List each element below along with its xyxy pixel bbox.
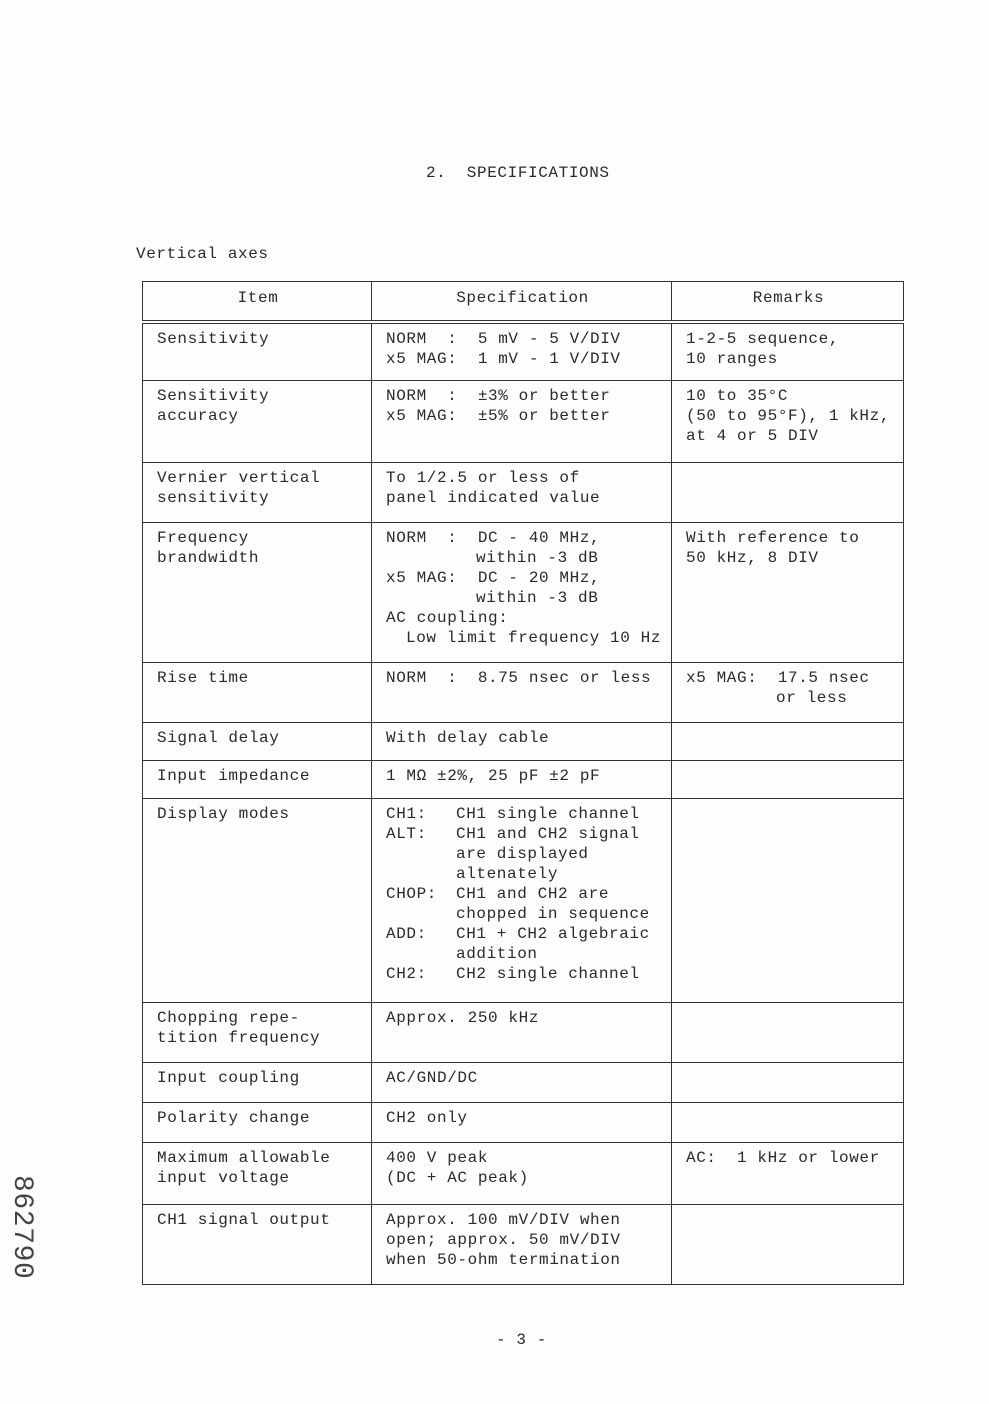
page-number: - 3 -	[496, 1331, 548, 1349]
table-row	[143, 1002, 904, 1062]
table-row	[143, 1204, 904, 1284]
item-text: Frequency	[157, 528, 249, 547]
display-modes-list	[386, 804, 650, 984]
item-cell	[143, 1204, 372, 1284]
spec-text: To 1/2.5 or less of	[386, 468, 580, 487]
remarks-cell	[672, 1142, 904, 1204]
table-row	[143, 722, 904, 760]
mode-text: altenately	[456, 864, 559, 883]
mode-text: are displayed	[456, 844, 589, 863]
table-row	[143, 462, 904, 522]
spec-text: With delay cable	[386, 728, 550, 747]
section-heading: Vertical axes	[136, 245, 269, 263]
table-row	[143, 322, 904, 380]
table-header-row	[143, 282, 904, 323]
item-text: input voltage	[157, 1168, 290, 1187]
spec-text: 400 V peak	[386, 1148, 489, 1167]
specifications-table	[142, 281, 904, 1285]
header-specification: Specification	[372, 282, 672, 323]
table-row	[143, 1102, 904, 1142]
item-text: Maximum allowable	[157, 1148, 331, 1167]
mode-entry	[386, 964, 650, 984]
item-text: Rise time	[157, 668, 249, 687]
spec-text: within -3 dB	[476, 588, 599, 607]
mode-text: CH1 and CH2 are	[456, 884, 610, 903]
mode-text: CH1 + CH2 algebraic	[456, 924, 650, 943]
item-text: Polarity change	[157, 1108, 311, 1127]
spec-text: AC/GND/DC	[386, 1068, 478, 1087]
mode-text: CH2 single channel	[456, 964, 640, 983]
spec-cell	[372, 322, 672, 380]
remarks-text: (50 to 95°F), 1 kHz,	[686, 406, 891, 425]
spec-cell	[372, 662, 672, 722]
item-text: sensitivity	[157, 488, 270, 507]
mode-entry	[386, 924, 650, 964]
remarks-text: 1-2-5 sequence,	[686, 330, 840, 348]
remarks-text: at 4 or 5 DIV	[686, 426, 819, 445]
spec-cell	[372, 522, 672, 662]
mode-key: ADD:	[386, 924, 427, 943]
remarks-text: 10 ranges	[686, 350, 778, 368]
mode-entry	[386, 804, 650, 824]
item-cell	[143, 1002, 372, 1062]
table-row	[143, 798, 904, 1002]
item-cell	[143, 322, 372, 380]
spec-cell	[372, 760, 672, 798]
item-text: Display modes	[157, 804, 290, 823]
mode-key: CH2:	[386, 964, 427, 983]
table-row	[143, 380, 904, 462]
spec-cell	[372, 1002, 672, 1062]
table-row	[143, 760, 904, 798]
item-text: accuracy	[157, 406, 239, 425]
mode-text: CH1 single channel	[456, 804, 640, 823]
remarks-text: AC: 1 kHz or lower	[686, 1148, 880, 1167]
remarks-cell	[672, 380, 904, 462]
item-cell	[143, 798, 372, 1002]
spec-cell	[372, 798, 672, 1002]
item-cell	[143, 462, 372, 522]
item-text: Sensitivity	[157, 386, 270, 405]
spec-cell	[372, 722, 672, 760]
mode-text: CH1 and CH2 signal	[456, 824, 640, 843]
item-cell	[143, 522, 372, 662]
remarks-text: With reference to	[686, 528, 860, 547]
spec-cell	[372, 380, 672, 462]
remarks-cell	[672, 722, 904, 760]
spec-text: Approx. 250 kHz	[386, 1008, 540, 1027]
remarks-text: 50 kHz, 8 DIV	[686, 548, 819, 567]
spec-text: (DC + AC peak)	[386, 1168, 529, 1187]
remarks-text: or less	[776, 688, 848, 707]
remarks-text: 10 to 35°C	[686, 386, 789, 405]
header-item: Item	[143, 282, 372, 323]
spec-cell	[372, 1062, 672, 1102]
item-text: tition frequency	[157, 1028, 321, 1047]
spec-cell	[372, 1102, 672, 1142]
mode-key: ALT:	[386, 824, 427, 843]
item-cell	[143, 380, 372, 462]
item-cell	[143, 1062, 372, 1102]
item-cell	[143, 1142, 372, 1204]
header-remarks: Remarks	[672, 282, 904, 323]
mode-entry	[386, 824, 650, 884]
mode-text: chopped in sequence	[456, 904, 650, 923]
item-cell	[143, 722, 372, 760]
item-text: Signal delay	[157, 728, 280, 747]
spec-text: x5 MAG: ±5% or better	[386, 406, 611, 425]
item-text: Sensitivity	[157, 330, 270, 348]
side-document-number: 862790	[6, 1175, 37, 1280]
remarks-cell	[672, 798, 904, 1002]
spec-text: CH2 only	[386, 1108, 468, 1127]
spec-text: NORM : 8.75 nsec or less	[386, 668, 652, 687]
remarks-cell	[672, 1002, 904, 1062]
spec-text: when 50-ohm termination	[386, 1250, 621, 1269]
table-row	[143, 522, 904, 662]
mode-key: CH1:	[386, 804, 427, 823]
remarks-text: x5 MAG: 17.5 nsec	[686, 668, 870, 687]
remarks-cell	[672, 662, 904, 722]
spec-text: Approx. 100 mV/DIV when	[386, 1210, 621, 1229]
spec-cell	[372, 462, 672, 522]
spec-text: NORM : ±3% or better	[386, 386, 611, 405]
remarks-cell	[672, 322, 904, 380]
spec-text: NORM : 5 mV - 5 V/DIV	[386, 330, 621, 348]
spec-text: x5 MAG: 1 mV - 1 V/DIV	[386, 350, 621, 368]
spec-text: within -3 dB	[476, 548, 599, 567]
item-text: Input coupling	[157, 1068, 300, 1087]
mode-key: CHOP:	[386, 884, 438, 903]
item-text: Chopping repe-	[157, 1008, 300, 1027]
remarks-cell	[672, 1062, 904, 1102]
remarks-cell	[672, 1102, 904, 1142]
item-cell	[143, 760, 372, 798]
mode-entry	[386, 884, 650, 924]
remarks-cell	[672, 1204, 904, 1284]
spec-text: 1 MΩ ±2%, 25 pF ±2 pF	[386, 766, 601, 785]
item-text: brandwidth	[157, 548, 260, 567]
spec-text: open; approx. 50 mV/DIV	[386, 1230, 621, 1249]
remarks-cell	[672, 522, 904, 662]
table-row	[143, 662, 904, 722]
spec-text: x5 MAG: DC - 20 MHz,	[386, 568, 601, 587]
page-title: 2. SPECIFICATIONS	[426, 164, 610, 182]
mode-text: addition	[456, 944, 538, 963]
item-text: Input impedance	[157, 766, 311, 785]
table-row	[143, 1142, 904, 1204]
spec-cell	[372, 1142, 672, 1204]
item-text: Vernier vertical	[157, 468, 321, 487]
item-cell	[143, 1102, 372, 1142]
remarks-cell	[672, 462, 904, 522]
spec-text: panel indicated value	[386, 488, 601, 507]
spec-cell	[372, 1204, 672, 1284]
item-text: CH1 signal output	[157, 1210, 331, 1229]
spec-text: Low limit frequency 10 Hz	[406, 628, 662, 647]
spec-text: NORM : DC - 40 MHz,	[386, 528, 601, 547]
remarks-cell	[672, 760, 904, 798]
spec-text: AC coupling:	[386, 608, 509, 627]
table-row	[143, 1062, 904, 1102]
item-cell	[143, 662, 372, 722]
